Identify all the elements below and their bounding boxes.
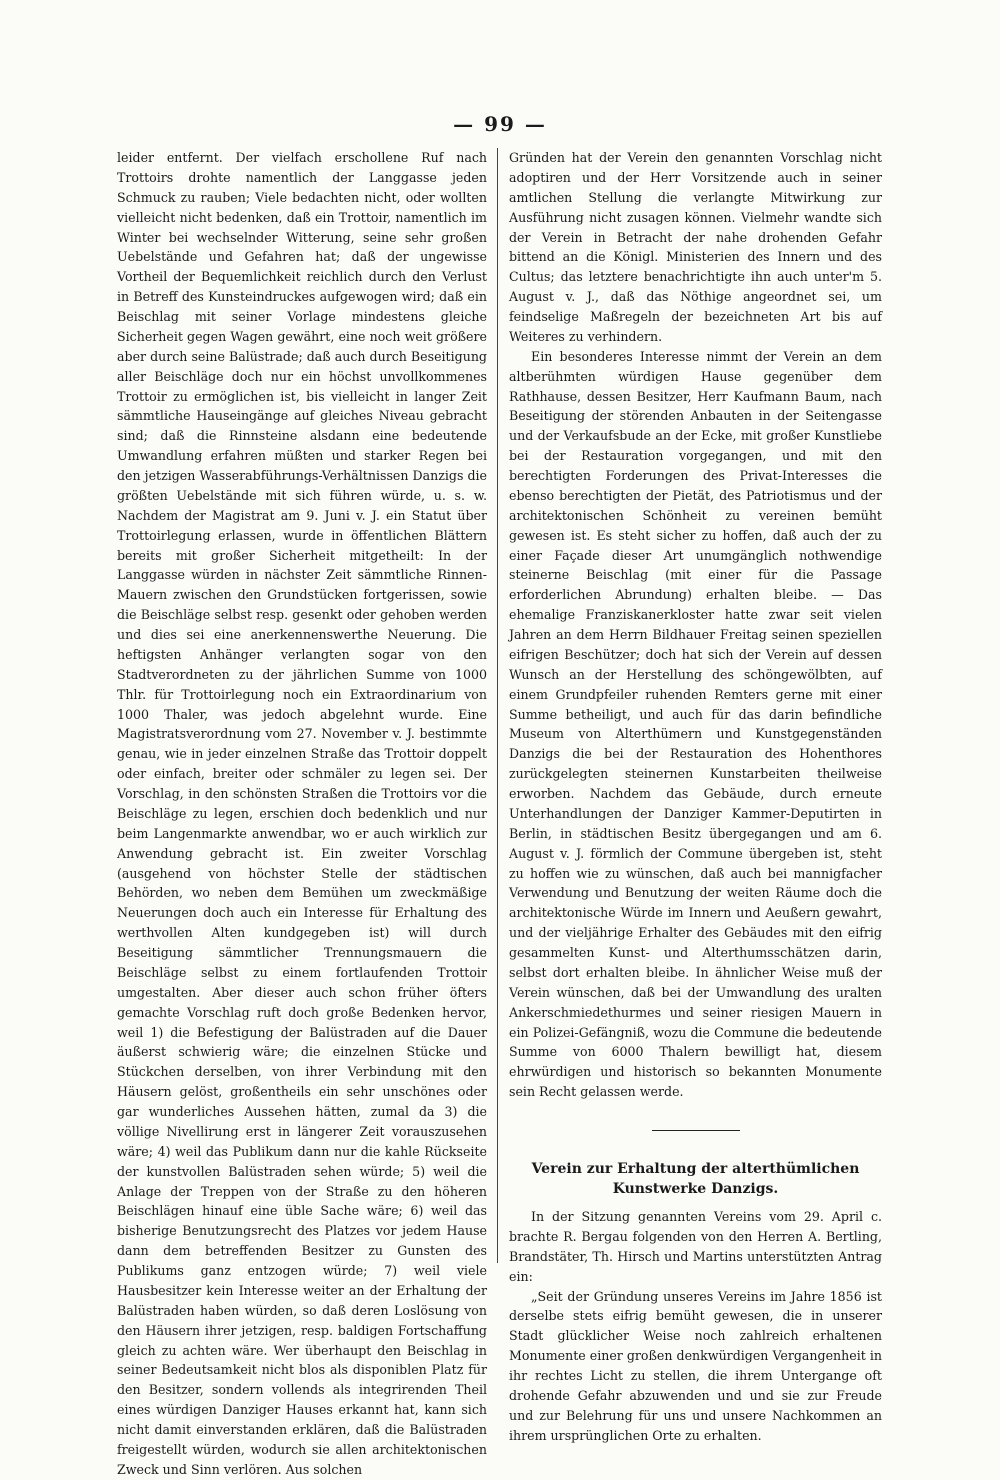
page-number: — 99 —	[453, 112, 547, 136]
column-divider	[497, 148, 498, 1263]
section-divider	[652, 1130, 740, 1131]
section-paragraph: „Seit der Gründung unseres Vereins im Jahre 1856 ist derselbe stets eifrig bemüht gewesen, die in unserer Stadt glücklicher Weise noch zahlreich erhaltenen Monumente einer großen denkwürdigen Vergangenheit in ihr rechtes Licht zu stellen, die ihrem Untergange oft drohende Gefahr abzuwenden und und sie zur Freude und zur Belehrung für uns und unsere Nachkommen an ihrem ursprünglichen Orte zu erhalten.	[509, 1288, 882, 1443]
right-paragraph: Ein besonderes Interesse nimmt der Verein an dem altberühmten würdigen Hause gegenüber dem Rathhause, dessen Besitzer, Herr Kaufmann Baum, nach Beseitigung der störenden Anbauten in der Seitengasse und der Verkaufsbude an der Ecke, mit großer Kunstliebe bei der Restauration vorgegangen, und mit den berechtigten Forderungen des Privat-Interesses die ebenso berechtigten der Pietät, des Patriotismus und der architektonischen Schönheit zu vereinen bemüht gewesen ist. Es steht sicher zu hoffen, daß auch der zu einer Façade dieser Art unumgänglich nothwendige steinerne Beischlag (mit einer für die Passage erforderlichen Abrundung) erhalten bleibe. — Das ehemalige Franziskanerkloster hatte zwar seit vielen Jahren an dem Herrn Bildhauer Freitag seinen speziellen eifrigen Beschützer; doch hat sich der Verein auf dessen Wunsch an der Herstellung des schöngewölbten, auf einem Grundpfeiler ruhenden Remters gerne mit einer Summe betheiligt, und auch für das darin befindliche Museum von Alterthümern und Kunstgegenständen Danzigs die bei der Restauration des Hohenthores zurückgelegten steinernen Kunstarbeiten theilweise erworben. Nachdem das Gebäude, durch erneute Unterhandlungen der Danziger Kammer-Deputirten in Berlin, in städtischen Besitz übergegangen und am 6. August v. J. förmlich der Commune übergeben ist, steht zu hoffen wie zu wünschen, daß auch bei mannigfacher Verwendung und Benutzung der weiten Räume doch die architektonische Würde im Innern und Aeußern gewahrt, und der vieljährige Erhalter des Gebäudes mit den eifrig gesammelten Kunst- und Alterthumsschätzen darin, selbst dort erhalten bleibe. In ähnlicher Weise muß der Verein wünschen, daß bei der Umwandlung des uralten Ankerschmiedethurmes und seiner riesigen Mauern in ein Polizei-Gefängniß, wozu die Commune die bedeutende Summe von 6000 Thalern bewilligt hat, diesem ehrwürdigen und historisch so bekannten Monumente sein Recht gelassen werde.	[509, 348, 882, 1100]
right-column	[509, 148, 882, 1446]
right-paragraph: Gründen hat der Verein den genannten Vorschlag nicht adoptiren und der Herr Vorsitzende auch in seiner amtlichen Stellung die verlangte Mitwirkung zur Ausführung nicht zusagen können. Vielmehr wandte sich der Verein in Betracht der nahe drohenden Gefahr bittend an die Königl. Ministerien des Innern und des Cultus; das letztere benachrichtigte ihn auch unter'm 5. August v. J., daß das Nöthige angeordnet sei, um feindselige Maßregeln der bezeichneten Art bis auf Weiteres zu verhindern.	[509, 150, 882, 344]
section-heading: Verein zur Erhaltung der alterthümlichen Kunstwerke Danzigs.	[531, 1161, 860, 1197]
left-column	[117, 148, 487, 1480]
section-paragraph: In der Sitzung genannten Vereins vom 29. April c. brachte R. Bergau folgenden von den Herren A. Bertling, Brandstäter, Th. Hirsch und Martins unterstützten Antrag ein:	[509, 1209, 882, 1284]
left-paragraph: leider entfernt. Der vielfach erschollene Ruf nach Trottoirs drohte namentlich der Langgasse jeden Schmuck zu rauben; Viele bedachten nicht, oder wollten vielleicht nicht bedenken, daß ein Trottoir, namentlich im Winter bei wechselnder Witterung, seine sehr großen Uebelstände und Gefahren hat; daß der ungewisse Vortheil der Bequemlichkeit reichlich durch den Verlust in Betreff des Kunsteindruckes aufgewogen wird; daß ein Beischlag mit seiner Vorlage mindestens gleiche Sicherheit gegen Wagen gewährt, eine noch weit größere aber durch seine Balüstrade; daß auch durch Beseitigung aller Beischläge doch nur ein höchst unvollkommenes Trottoir zu ermöglichen ist, bis vielleicht in langer Zeit sämmtliche Hauseingänge auf gleiches Niveau gebracht sind; daß die Rinnsteine alsdann eine bedeutende Umwandlung erfahren müßten und starker Regen bei den jetzigen Wasserabführungs-Verhältnissen Danzigs die größten Uebelstände mit sich führen würde, u. s. w. Nachdem der Magistrat am 9. Juni v. J. ein Statut über Trottoirlegung erlassen, wurde in öffentlichen Blättern bereits mit großer Sicherheit mitgetheilt: In der Langgasse würden in nächster Zeit sämmtliche Rinnen-Mauern zwischen den Grundstücken fortgerissen, sowie die Beischläge selbst resp. gesenkt oder gehoben werden und dies sei eine anerkennenswerthe Neuerung. Die heftigsten Anhänger verlangten sogar von den Stadtverordneten zu der jährlichen Summe von 1000 Thlr. für Trottoirlegung noch ein Extraordinarium von 1000 Thaler, was jedoch abgelehnt wurde. Eine Magistratsverordnung vom 27. November v. J. bestimmte genau, wie in jeder einzelnen Straße das Trottoir doppelt oder einfach, breiter oder schmäler zu legen sei. Der Vorschlag, in den schönsten Straßen die Trottoirs vor die Beischläge zu legen, erschien doch bedenklich und nur beim Langenmarkte anwendbar, wo er auch wirklich zur Anwendung gebracht ist. Ein zweiter Vorschlag (ausgehend von höchster Stelle der städtischen Behörden, wo neben dem Bemühen um zweckmäßige Neuerungen doch auch ein Interesse für Erhaltung des werthvollen Alten kundgegeben ist) will durch Beseitigung sämmtlicher Trennungsmauern die Beischläge selbst zu einem fortlaufenden Trottoir umgestalten. Aber dieser auch schon früher öfters gemachte Vorschlag ruft doch große Bedenken hervor, weil 1) die Befestigung der Balüstraden auf die Dauer äußerst schwierig wäre; die einzelnen Stücke und Stückchen derselben, von ihrer Verbindung mit den Häusern gelöst, großentheils ein sehr unschönes oder gar wunderliches Aussehen hätten, zumal da 3) die völlige Nivellirung erst in längerer Zeit vorauszusehen wäre; 4) weil das Publikum dann nur die kahle Rückseite der kunstvollen Balüstraden sehen würde; 5) weil die Anlage der Treppen von der Straße zu den höheren Beischlägen hinauf eine üble Sache wäre; 6) weil das bisherige Benutzungsrecht des Platzes vor jedem Hause dann dem betreffenden Besitzer zu Gunsten des Publikums ganz entzogen würde; 7) weil viele Hausbesitzer kein Interesse weiter an der Erhaltung der Balüstraden haben würden, so daß deren Loslösung von den Häusern ihrer jetzigen, resp. baldigen Fortschaffung gleich zu achten wäre. Wer überhaupt den Beischlag in seiner Bedeutsamkeit nicht blos als disponiblen Platz für den Besitzer, sondern vollends als integrirenden Theil eines würdigen Danziger Hauses erkannt hat, kann sich nicht damit einverstanden erklären, daß die Balüstraden freigestellt würden, wodurch sie allen architektonischen Zweck und Sinn verlören. Aus solchen	[117, 150, 487, 1477]
